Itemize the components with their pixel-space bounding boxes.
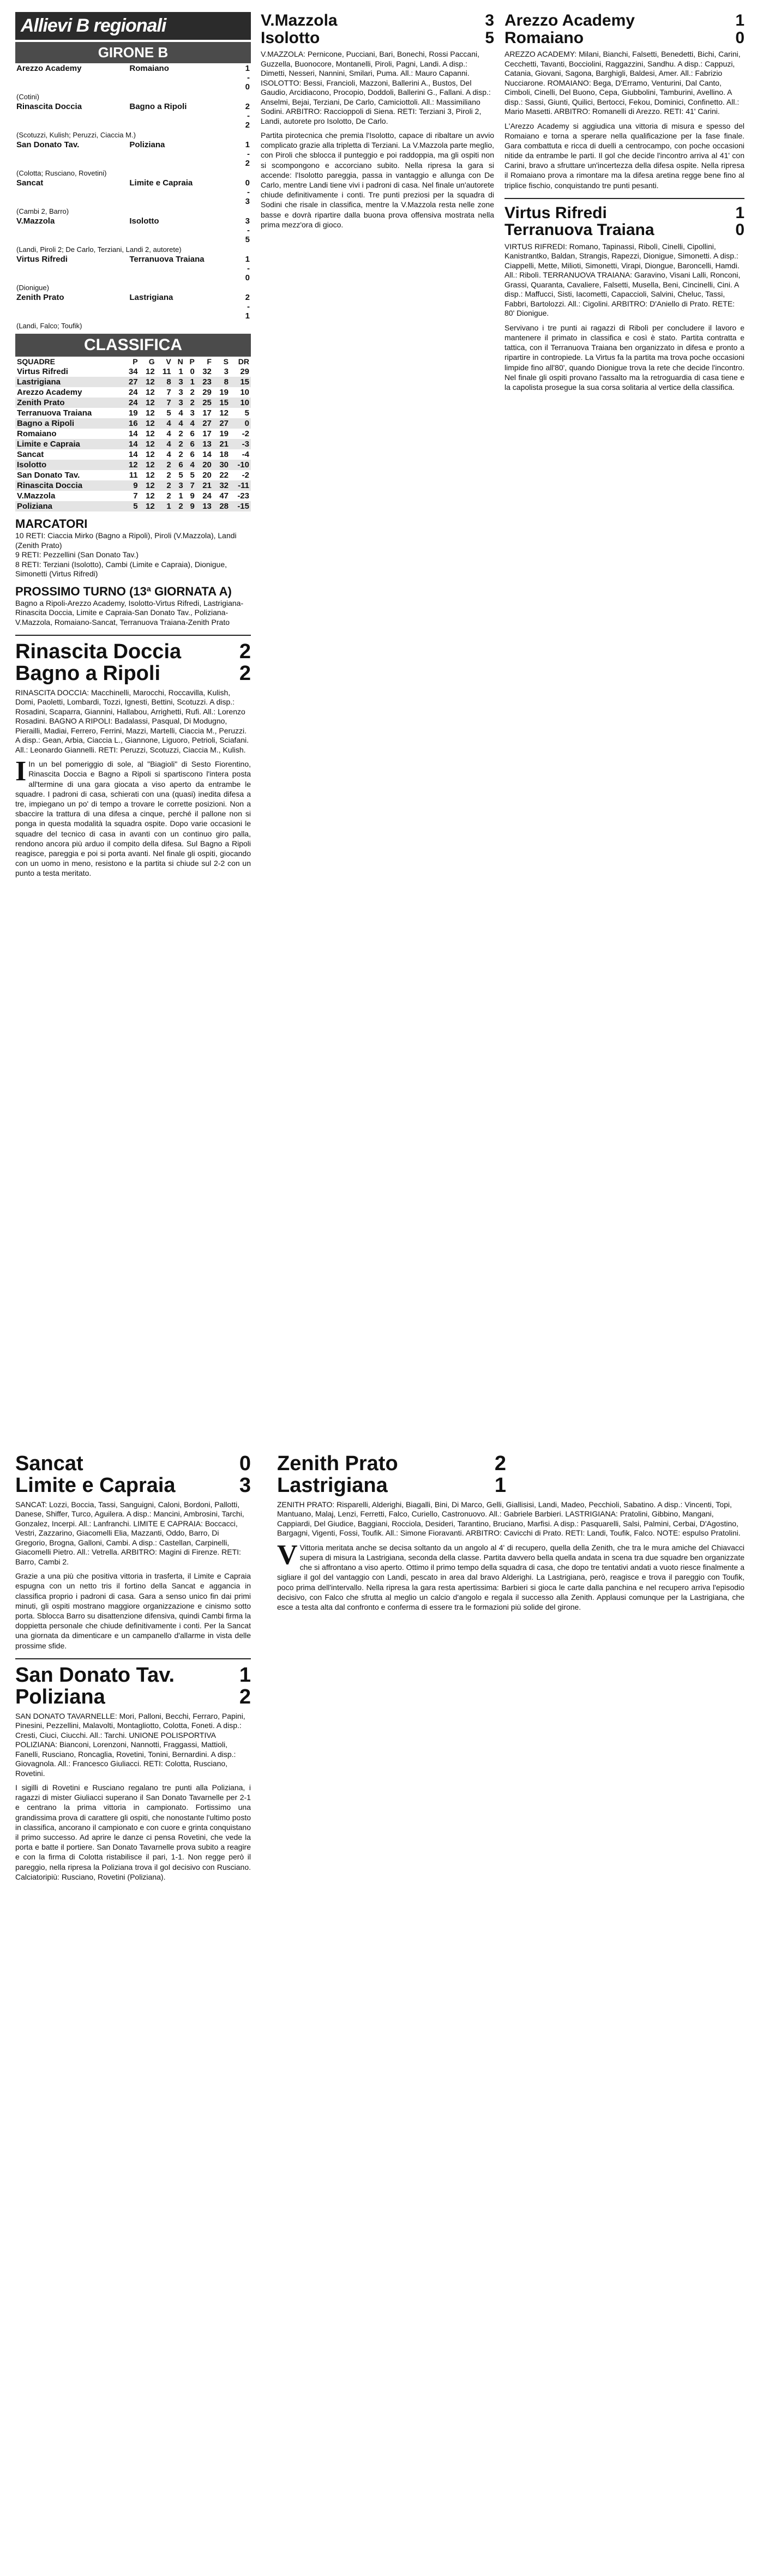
result-away: Terranuova Traiana [129,255,205,264]
team-away: Terranuova Traiana [504,221,654,239]
group-header: GIRONE B [15,42,251,63]
standings-value: 32 [202,367,212,376]
standings-value: 12 [146,408,155,418]
team-home: Zenith Prato [277,1453,398,1475]
standings-row [15,491,251,501]
standings-value: 2 [185,398,196,408]
standings-value: 19 [219,388,229,397]
standings-team: Bagno a Ripoli [15,418,122,429]
standings-value: 12 [140,480,157,491]
standings-value: 12 [146,388,155,397]
result-away: Poliziana [129,140,165,149]
standings-row [15,418,251,429]
article-text: Partita pirotecnica che premia l'Isolotto, capace di ribaltare un avvio complicato grazie alla tripletta di Terziani. La V.Mazzola parte meglio, con Piroli che sblocca il punteggio e poi raddoppia, ma gli ospiti non si scompongono e accorciano subito. Nella ripresa la gara si accende: l'Isolotto pareggia, passa in vantaggio e allunga con De Carlo, mentre Landi tiene vivi i padroni di casa. Nel finale un'autorete chiude definitivamente i conti. Tre punti preziosi per la squadra di Sodini che risale in classifica, mentre la V.Mazzola resta nelle zone basse e dovrà ripartire dalla buona prova offensiva mostrata nella prima mezz'ora di gioco. [261,131,494,229]
standings-value: -2 [242,471,249,480]
standings-row [15,449,251,460]
team-home: San Donato Tav. [15,1663,175,1687]
score-away: 5 [485,28,494,47]
standings-value: 4 [173,418,185,429]
standings-value: 47 [219,491,229,501]
standings-value: 13 [196,439,213,449]
standings-value: 2 [173,439,185,449]
standings-value: 2 [178,450,183,459]
standings-team: Terranuova Traiana [17,408,92,418]
standings-value: -11 [230,480,251,491]
standings-value: 5 [244,408,249,418]
score-away: 2 [239,661,251,685]
standings-value: 29 [202,388,212,397]
lineups: AREZZO ACADEMY: Milani, Bianchi, Falsetti, Benedetti, Bichi, Carini, Cecchetti, Tavanti, Bocciolini, Raggazzini, Sandhu. A disp.: Cappuzi, Catania, Giovani, Sagona, Barghigli, Baldesi, Amer. All.: Fabrizio Nucciarone. ROMAIANO: Bega, D'Erramo, Venturini, Dal Canto, Cimboli, Cinelli, Del Buono, Cepa, Giubbolini, Tamburini, Avellino. A disp.: Sassi, Giunti, Quilici, Bertocci, Fekou, Dominici, Confinetto. All.: Mario Masetti. ARBITRO: Romanelli di Arezzo. RETI: 41' Carini. [504,50,741,116]
result-row [15,101,251,130]
standings-team: Isolotto [15,460,122,470]
standings-value: 27 [122,377,139,387]
standings-row [15,408,251,418]
standings-row [15,480,251,491]
article-text: Grazie a una più che positiva vittoria in trasferta, il Limite e Capraia espugna con un netto tris il fortino della Sancat e aggancia in classifica proprio i padroni di casa. Gara a senso unico fin dai primi minuti, gli ospiti mostrano maggiore organizzazione e cinismo sotto porta. Sblocca Barro su disattenzione difensiva, quindi Cambi firma la doppietta personale che chiude definitivamente i conti. Per la Sancat una giornata da dimenticare e un campanello d'allarme in vista delle prossime sfide. [15,1572,251,1650]
article-text: V Vittoria meritata anche se decisa soltanto da un angolo al 4' di recupero, quella della Zenith, che tra le mura amiche del Chiavacci supera di misura la Lastrigiana, seconda della classe. Partita davvero bella quella andata in scena tra due squadre ben organizzate che si affrontano a viso aperto. Ottimo il primo tempo della squadra di casa, che dopo tre tentativi andati a vuoto riesce finalmente a sigliare il gol del vantaggio con Landi, pescato in area dal bravo Alderighi. La Lastrigiana, però, reagisce e trova il pareggio con Toufik, poco prima dell'intervallo. Nella ripresa la gara resta apertissima: Barbieri si gioca le carte dalla panchina e nel recupero arriva l'episodio decisivo, con Falco che sfrutta al meglio un calcio d'angolo e regala il successo alla Zenith. Applausi comunque per la Lastrigiana, che esce a testa alta dal confronto e conferma di essere tra le formazioni più solide del girone. [277,1539,744,1611]
standings-row [15,460,251,470]
standings-team: Poliziana [15,501,122,511]
standings-value: 23 [196,377,213,387]
standings-value: 12 [140,377,157,387]
standings-value: 12 [146,450,155,459]
divider [15,1658,251,1659]
standings-value: 1 [178,491,183,501]
match-sandonato [15,1665,251,1882]
standings-value: 5 [190,471,195,480]
result-scorers-row [15,283,251,292]
standings-value: 12 [140,501,157,511]
team-home: Arezzo Academy [504,12,635,29]
standings-value: 12 [219,408,229,418]
team-home: Virtus Rifredi [504,203,607,222]
result-scorers: (Cotini) [16,93,39,101]
marcatori-line: 9 RETI: Pezzellini (San Donato Tav.) [15,550,139,559]
standings-value: 2 [166,491,171,501]
standings-value: 4 [166,450,171,459]
score-away: 3 [239,1473,251,1497]
standings-value: 11 [129,471,138,480]
marcatori-line: 8 RETI: Terziani (Isolotto), Cambi (Limite e Capraia), Dionigue, Simonetti (Virtus Rifredi) [15,559,227,578]
standings-value: 8 [213,377,230,387]
standings-value: 20 [202,471,212,480]
match-rifredi [504,204,744,392]
lineups: ZENITH PRATO: Risparelli, Alderighi, Biagalli, Bini, Di Marco, Gelli, Giallisisi, Landi, Madeo, Pecchioli, Sabatino. A disp.: Vincenti, Topi, Mantuano, Malaj, Lenzi, Ferretti, Falco, Curiello, Castronuovo. All.: Gabriele Barbieri. LASTRIGIANA: Pratolini, Gibbino, Mangani, Cappiardi, Del Giudice, Baggiani, Rocciola, Desideri, Tarantino, Bruciano, Marfisi. A disp.: Pasquarelli, Salsi, Palmini, Cerbai, D'Agostino, Bargagni, Vigenti, Fossi, Toufik. All.: Simone Fioravanti. ARBITRO: Cavicchi di Prato. RETI: Landi, Toufik, Falco. NOTE: espulso Pratolini. [277,1500,741,1538]
score-home: 2 [239,640,251,663]
standings-team: San Donato Tav. [17,471,80,480]
standings-value: 27 [196,418,213,429]
standings-value: 2 [173,501,185,511]
standings-team: Arezzo Academy [17,388,82,397]
standings-value: 10 [230,398,251,408]
standings-value: 12 [140,418,157,429]
result-scorers: (Colotta; Rusciano, Rovetini) [16,169,107,177]
marcatori-title: MARCATORI [15,517,88,531]
score-away: 0 [735,28,744,47]
standings-value: -10 [230,460,251,470]
standings-value: 24 [128,388,138,397]
lineups: SANCAT: Lozzi, Boccia, Tassi, Sanguigni, Caloni, Bordoni, Pallotti, Danese, Shiffer, Turco, Aguilera. A disp.: Mancini, Ambrosini, Tarchi, Gonzalez, Incerpi. All.: Lanfranchi. LIMITE E CAPRAIA: Boccacci, Vestri, Zazzarino, Giacomelli Elia, Mazzanti, Oddo, Barro, Di Gregorio, Brogna, Galloni, Cambi. A disp.: Castellan, Carpinelli, Giacomelli Pietro. All.: Vetrella. ARBITRO: Magini di Firenze. RETI: Barro, Cambi 2. [15,1500,244,1566]
standings-value: 4 [157,418,173,429]
standings-value: 3 [178,388,183,397]
standings-team: Romaiano [17,429,57,438]
standings-header-cell: G [148,357,155,366]
score-home: 2 [494,1453,506,1475]
column-middle [261,12,494,1430]
standings-value: 12 [140,398,157,408]
standings-table [15,357,251,511]
result-away: Bagno a Ripoli [129,102,187,111]
standings-header-cell: S [223,357,229,366]
score-home: 0 [239,1453,251,1475]
result-score: 0 - 3 [245,178,250,206]
result-scorers: (Cambi 2, Barro) [16,207,69,215]
result-scorers-row [15,168,251,178]
result-home: Zenith Prato [16,293,64,302]
results-table [15,63,251,330]
article-text: I In un bel pomeriggio di sole, al "Biagioli" di Sesto Fiorentino, Rinascita Doccia e Bagno a Ripoli si spartiscono l'intera posta all'termine di una gara giocata a viso aperto da entrambe le squadre. I padroni di casa, schierati con una (quasi) inedita difesa a tre, impiegano un po' di tempo a trovare le corrette posizioni. Non a sbaccire la trattura di una difesa a cinque, perché il pallone non si ponga in questa modalità la squadra ospite. Dopo varie occasioni le squadre del tecnico di casa in avanti con un continuo giro palla, rendono ancora più arduo il compito della difesa. Sul Bagno a Ripoli reagisce, pareggia e poi si porta avanti. Nel finale gli ospiti, giocando con un uomo in meno, resistono e la partita si chiude sul 2-2 con un punto a testa meritato. [15,756,251,878]
standings-value: 0 [230,418,251,429]
team-home: Sancat [15,1453,83,1475]
article-text: L'Arezzo Academy si aggiudica una vittoria di misura e spesso del Romaiano e torna a sperare nella qualificazione per la fase finale. Gara combattuta e ricca di duelli a centrocampo, con poche occasioni nitide da entrambe le parti. Il gol che decide l'incontro arriva al 41' con Carini, bravo a sfruttare un'incertezza della difesa ospite. Nella ripresa il Romaiano prova a rimontare ma la difesa aretina regge bene fino al triplice fischio, conquistando tre punti pesanti. [504,121,744,190]
standings-value: 5 [122,501,139,511]
standings-value: 12 [146,367,155,376]
result-scorers-row [15,245,251,254]
lineups: SAN DONATO TAVARNELLE: Mori, Palloni, Becchi, Ferraro, Papini, Pinesini, Pezzellini, Malavolti, Montagliotto, Colotta, Foneti. A disp.: Cresti, Ciuci, Ciucchi. All.: Tarchi. UNIONE POLISPORTIVA POLIZIANA: Bianconi, Lorenzoni, Nannotti, Fraggassi, Mattioli, Fanelli, Rusciano, Roncaglia, Rovetini, Tonini, Bernardini. A disp.: Giovagnola. All.: Francesco Giuliacci. RETI: Colotta, Rusciano, Rovetini. [15,1711,245,1778]
standings-value: 15 [230,377,251,387]
result-home: San Donato Tav. [16,140,80,149]
match-doccia [15,641,251,878]
result-scorers: (Scotuzzi, Kulish; Peruzzi, Ciaccia M.) [16,131,136,139]
standings-row [15,398,251,408]
standings-value: 1 [178,367,183,376]
standings-value: -3 [230,439,251,449]
result-scorers: (Dionigue) [16,284,49,292]
result-row [15,178,251,207]
match-arezzo [504,12,744,190]
team-home: Rinascita Doccia [15,640,182,663]
marcatori-list [15,531,251,579]
article-text: Servivano i tre punti ai ragazzi di Ribolì per concludere il lavoro e mantenere il primato in classifica e così è stato. Partita contratta e tattica, con il Terranuova Traiana ben organizzato in difesa e pronto a ripartire in contropiede. La Virtus fa la partita ma trova poche occasioni limpide fino all'80', quando Dionigue trova la rete che decide l'incontro. Nel finale gli ospiti provano l'assalto ma la retroguardia di casa tiene e la capolista prosegue la sua corsa solitaria al vertice della classifica. [504,323,744,392]
standings-value: 27 [213,418,230,429]
standings-value: 0 [190,367,195,376]
standings-value: 12 [140,460,157,470]
standings-value: 6 [190,450,195,459]
standings-value: 2 [157,460,173,470]
standings-value: 4 [166,429,171,438]
standings-row [15,387,251,398]
standings-value: -15 [230,501,251,511]
standings-team: Virtus Rifredi [17,367,68,376]
team-away: Limite e Capraia [15,1473,176,1497]
result-row [15,254,251,283]
result-score: 1 - 0 [245,255,250,282]
result-home: Arezzo Academy [16,64,82,73]
result-home: Sancat [16,178,44,188]
score-home: 1 [735,203,744,222]
standings-value: 7 [133,491,138,501]
standings-value: 2 [166,471,171,480]
standings-header-cell: P [133,357,138,366]
standings-value: 6 [185,439,196,449]
standings-value: 12 [146,471,155,480]
standings-value: 17 [202,429,212,438]
standings-value: 30 [213,460,230,470]
standings-team: Sancat [17,450,44,459]
result-home: Rinascita Doccia [16,102,82,111]
standings-value: 14 [128,450,138,459]
standings-value: 25 [196,398,213,408]
standings-team: V.Mazzola [17,491,56,501]
result-row [15,216,251,245]
result-score: 2 - 2 [245,102,250,130]
standings-value: 12 [140,439,157,449]
classifica-header: CLASSIFICA [15,334,251,357]
standings-row [15,429,251,439]
score-home: 1 [735,12,744,29]
standings-value: 4 [157,439,173,449]
score-away: 1 [494,1473,506,1497]
standings-value: 5 [166,408,171,418]
standings-value: 7 [157,398,173,408]
standings-value: 3 [224,367,229,376]
result-score: 1 - 2 [245,140,250,168]
marcatori-line: 10 RETI: Ciaccia Mirko (Bagno a Ripoli), Piroli (V.Mazzola), Landi (Zenith Prato) [15,531,237,550]
standings-team: Limite e Capraia [15,439,122,449]
column-right [504,12,744,1430]
standings-value: 9 [185,501,196,511]
standings-value: 14 [122,439,139,449]
standings-value: 19 [219,429,229,438]
standings-value: 3 [173,377,185,387]
standings-team: Rinascita Doccia [15,480,122,491]
score-away: 2 [239,1685,251,1708]
lineups: V.MAZZOLA: Pernicone, Pucciani, Bari, Bonechi, Rossi Paccani, Guzzella, Buonocore, Montanelli, Piroli, Pagni, Landi. A disp.: Dimetti, Nesseri, Nannini, Smilari, Puma. All.: Mauro Capanni. ISOLOTTO: Bessi, Francioli, Mazzoni, Ballerini A., Bustos, Del Gaudio, Arcidiacono, Procopio, Doddoli, Ballerini G., Fallani. A disp.: Anselmi, Bejai, Terziani, De Carlo, Camiciottoli. All.: Massimiliano Sodini. ARBITRO: Raccioppoli di Siena. RETI: Terziani 3, Piroli 2, Landi, autorete pro Isolotto, De Carlo. [261,50,491,125]
result-score: 1 - 0 [245,64,250,92]
result-away: Romaiano [129,64,169,73]
standings-value: 18 [219,450,229,459]
bottom-right-section [277,1453,744,1835]
standings-value: 7 [166,388,171,397]
standings-value: 17 [202,408,212,418]
standings-value: 13 [196,501,213,511]
lineups: VIRTUS RIFREDI: Romano, Tapinassi, Ribolì, Cinelli, Cipollini, Kanistrantko, Baldan, Strangis, Rapezzi, Dionigue, Simonetti. A disp.: Ciappelli, Mette, Milioti, Simonetti, Virapi, Diongue, Baroncelli, Hamdi. All.: Ribolì. TERRANUOVA TRAIANA: Garavino, Visani Lalli, Ronconi, Grassi, Quaranta, Cavaliere, Falsetti, Musella, Beni, Cincinelli, Cini. A disp.: Maffucci, Sisti, Iacometti, Capaccioli, Salvini, Cheluc, Tassi, Fabbri, Bartolozzi. All.: Cigolini. ARBITRO: D'Aniello di Prato. RETE: 80' Dionigue. [504,242,741,318]
standings-value: 8 [157,377,173,387]
result-scorers-row [15,207,251,216]
standings-value: -2 [242,429,249,438]
standings-row [15,377,251,387]
standings-value: -4 [242,450,249,459]
result-row [15,63,251,92]
standings-row [15,501,251,511]
match-sancat [15,1453,251,1651]
prossimo-turno-text: Bagno a Ripoli-Arezzo Academy, Isolotto-Virtus Rifredi, Lastrigiana-Rinascita Doccia, Limite e Capraia-San Donato Tav., Poliziana-V.Mazzola, Romaiano-Sancat, Terranuova Traiana-Zenith Prato [15,598,244,627]
bottom-left-section [15,1453,251,2555]
divider [504,198,744,199]
team-away: Poliziana [15,1685,105,1708]
standings-value: 1 [157,501,173,511]
standings-value: 4 [185,460,196,470]
team-away: Romaiano [504,28,584,47]
section-banner: Allievi B regionali [15,12,251,40]
result-row [15,292,251,321]
standings-value: 2 [157,480,173,491]
standings-value: 4 [178,408,183,418]
standings-value: 10 [240,388,249,397]
result-away: Isolotto [129,216,159,226]
standings-value: 32 [213,480,230,491]
result-row [15,140,251,168]
team-away: Bagno a Ripoli [15,661,160,685]
standings-value: 29 [240,367,249,376]
result-away: Lastrigiana [129,293,173,302]
score-away: 0 [735,221,744,239]
standings-value: 12 [146,429,155,438]
result-scorers: (Landi, Falco; Toufik) [16,322,82,330]
team-away: Lastrigiana [277,1473,388,1497]
standings-value: 24 [202,491,212,501]
standings-value: 2 [178,429,183,438]
standings-value: 34 [128,367,138,376]
standings-header-cell: F [207,357,212,366]
standings-value: 2 [190,388,195,397]
result-scorers-row [15,92,251,101]
column-left [15,12,251,1430]
result-home: V.Mazzola [16,216,55,226]
standings-value: 4 [185,418,196,429]
standings-value: 12 [122,460,139,470]
article-text: I sigilli di Rovetini e Rusciano regalano tre punti alla Poliziana, i ragazzi di mister Giuliacci superano il San Donato Tavarnelle per 2-1 e centrano la prima vittoria in campionato. Fortissimo una grandissima prova di carattere gli ospiti, che nonostante l'ultimo posto in classifica, ancorano il campionato e con cuore e grinta conquistano il primo successo. Ad aprire le danze ci pensa Rovetini, che vede la porta e batte il portiere. San Donato Tavarnelle prova subito a reagire e con la firma di Colotta ristabilisce il pari, 1-1. Non regge però il pareggio, nella ripresa la Poliziana trova il gol decisivo con Rusciano. Calciatoripiù: Rusciano, Rovetini (Poliziana). [15,1783,251,1881]
standings-value: 21 [213,439,230,449]
standings-header-cell: SQUADRE [17,357,56,366]
result-scorers-row [15,321,251,330]
standings-header-cell: P [189,357,195,366]
standings-value: 28 [213,501,230,511]
divider [15,635,251,636]
result-scorers: (Landi, Piroli 2; De Carlo, Terziani, Landi 2, autorete) [16,245,182,254]
standings-row [15,439,251,449]
standings-value: 9 [190,491,195,501]
standings-value: 21 [196,480,213,491]
standings-value: 22 [219,471,229,480]
standings-value: 3 [173,398,185,408]
standings-value: 11 [162,367,171,376]
standings-value: -23 [237,491,249,501]
team-away: Isolotto [261,28,320,47]
standings-value: 16 [122,418,139,429]
standings-value: 20 [196,460,213,470]
prossimo-turno-title: PROSSIMO TURNO (13ª GIORNATA A) [15,584,232,598]
standings-value: 6 [190,429,195,438]
standings-value: 3 [173,480,185,491]
standings-row [15,366,251,377]
standings-value: 5 [178,471,183,480]
standings-value: 12 [146,491,155,501]
lineups: RINASCITA DOCCIA: Macchinelli, Marocchi, Roccavilla, Kulish, Domi, Paoletti, Lombardi, Tozzi, Ignesti, Bettini, Scotuzzi. A disp.: Rosadini, Scaparra, Giannini, Hallabou, Arrighetti, Rufi. All.: Lorenzo Rosadini. BAGNO A RIPOLI: Badalassi, Pasqual, Di Modugno, Pierailli, Madiai, Ferrero, Ferrini, Mazzi, Martelli, Ciaccia M., Peruzzi. A disp.: Gean, Arbia, Ciaccia L., Giannone, Liguoro, Petrioli, Sciafani. All.: Leonardo Giannelli. RETI: Peruzzi, Scotuzzi, Ciaccia M., Kulish. [15,688,249,754]
team-home: V.Mazzola [261,12,338,29]
standings-value: 15 [213,398,230,408]
standings-team: Lastrigiana [15,377,122,387]
score-home: 3 [485,12,494,29]
standings-value: 14 [202,450,212,459]
standings-value: 1 [185,377,196,387]
standings-row [15,470,251,480]
result-away: Limite e Capraia [129,178,193,188]
standings-team: Zenith Prato [15,398,122,408]
standings-value: 7 [185,480,196,491]
standings-header-cell: N [177,357,183,366]
standings-value: 3 [190,408,195,418]
match-zenith [277,1453,744,1612]
result-home: Virtus Rifredi [16,255,68,264]
standings-value: 9 [122,480,139,491]
standings-value: 14 [128,429,138,438]
result-scorers-row [15,130,251,140]
result-score: 2 - 1 [245,293,250,321]
match-mazzola [261,12,494,230]
result-score: 3 - 5 [245,216,250,244]
standings-value: 24 [122,398,139,408]
score-home: 1 [239,1663,251,1687]
standings-header-cell: DR [238,357,249,366]
standings-value: 6 [173,460,185,470]
standings-value: 19 [128,408,138,418]
standings-header-cell: V [166,357,171,366]
